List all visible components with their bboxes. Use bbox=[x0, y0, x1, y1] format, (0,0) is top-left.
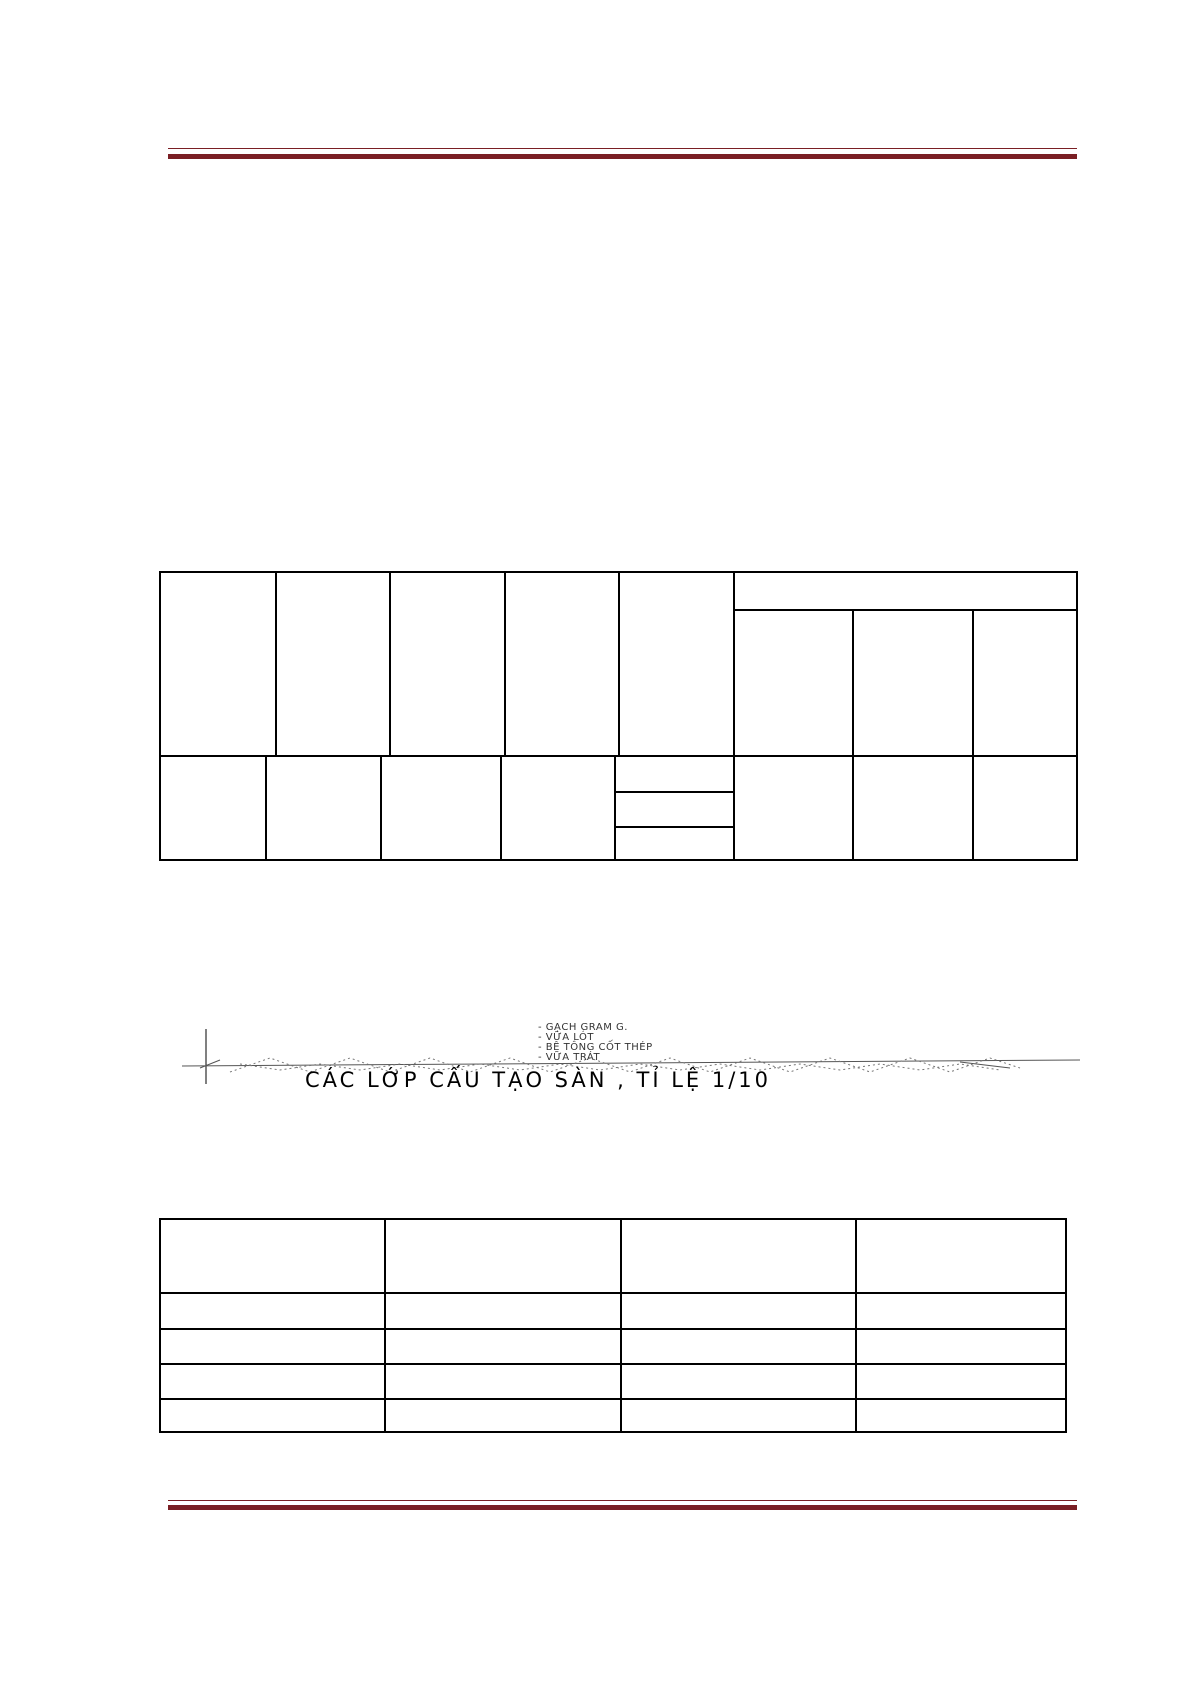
table-1 bbox=[159, 571, 1078, 861]
footer-rule-thick bbox=[168, 1505, 1077, 1510]
layer-note: - VỮA LÓT bbox=[538, 1032, 594, 1043]
floor-layers-drawing bbox=[180, 1020, 1080, 1090]
layer-note: - GẠCH GRAM G. bbox=[538, 1022, 628, 1033]
table-2 bbox=[159, 1218, 1067, 1433]
layer-note: - VỮA TRÁT bbox=[538, 1052, 601, 1063]
drawing-caption: CÁC LỚP CẤU TẠO SÀN , TỈ LỆ 1/10 bbox=[305, 1068, 772, 1092]
header-rule-thick bbox=[168, 154, 1077, 159]
footer-rule-thin bbox=[168, 1500, 1077, 1501]
layer-note: - BÊ TÔNG CỐT THÉP bbox=[538, 1042, 653, 1053]
header-rule-thin bbox=[168, 148, 1077, 149]
